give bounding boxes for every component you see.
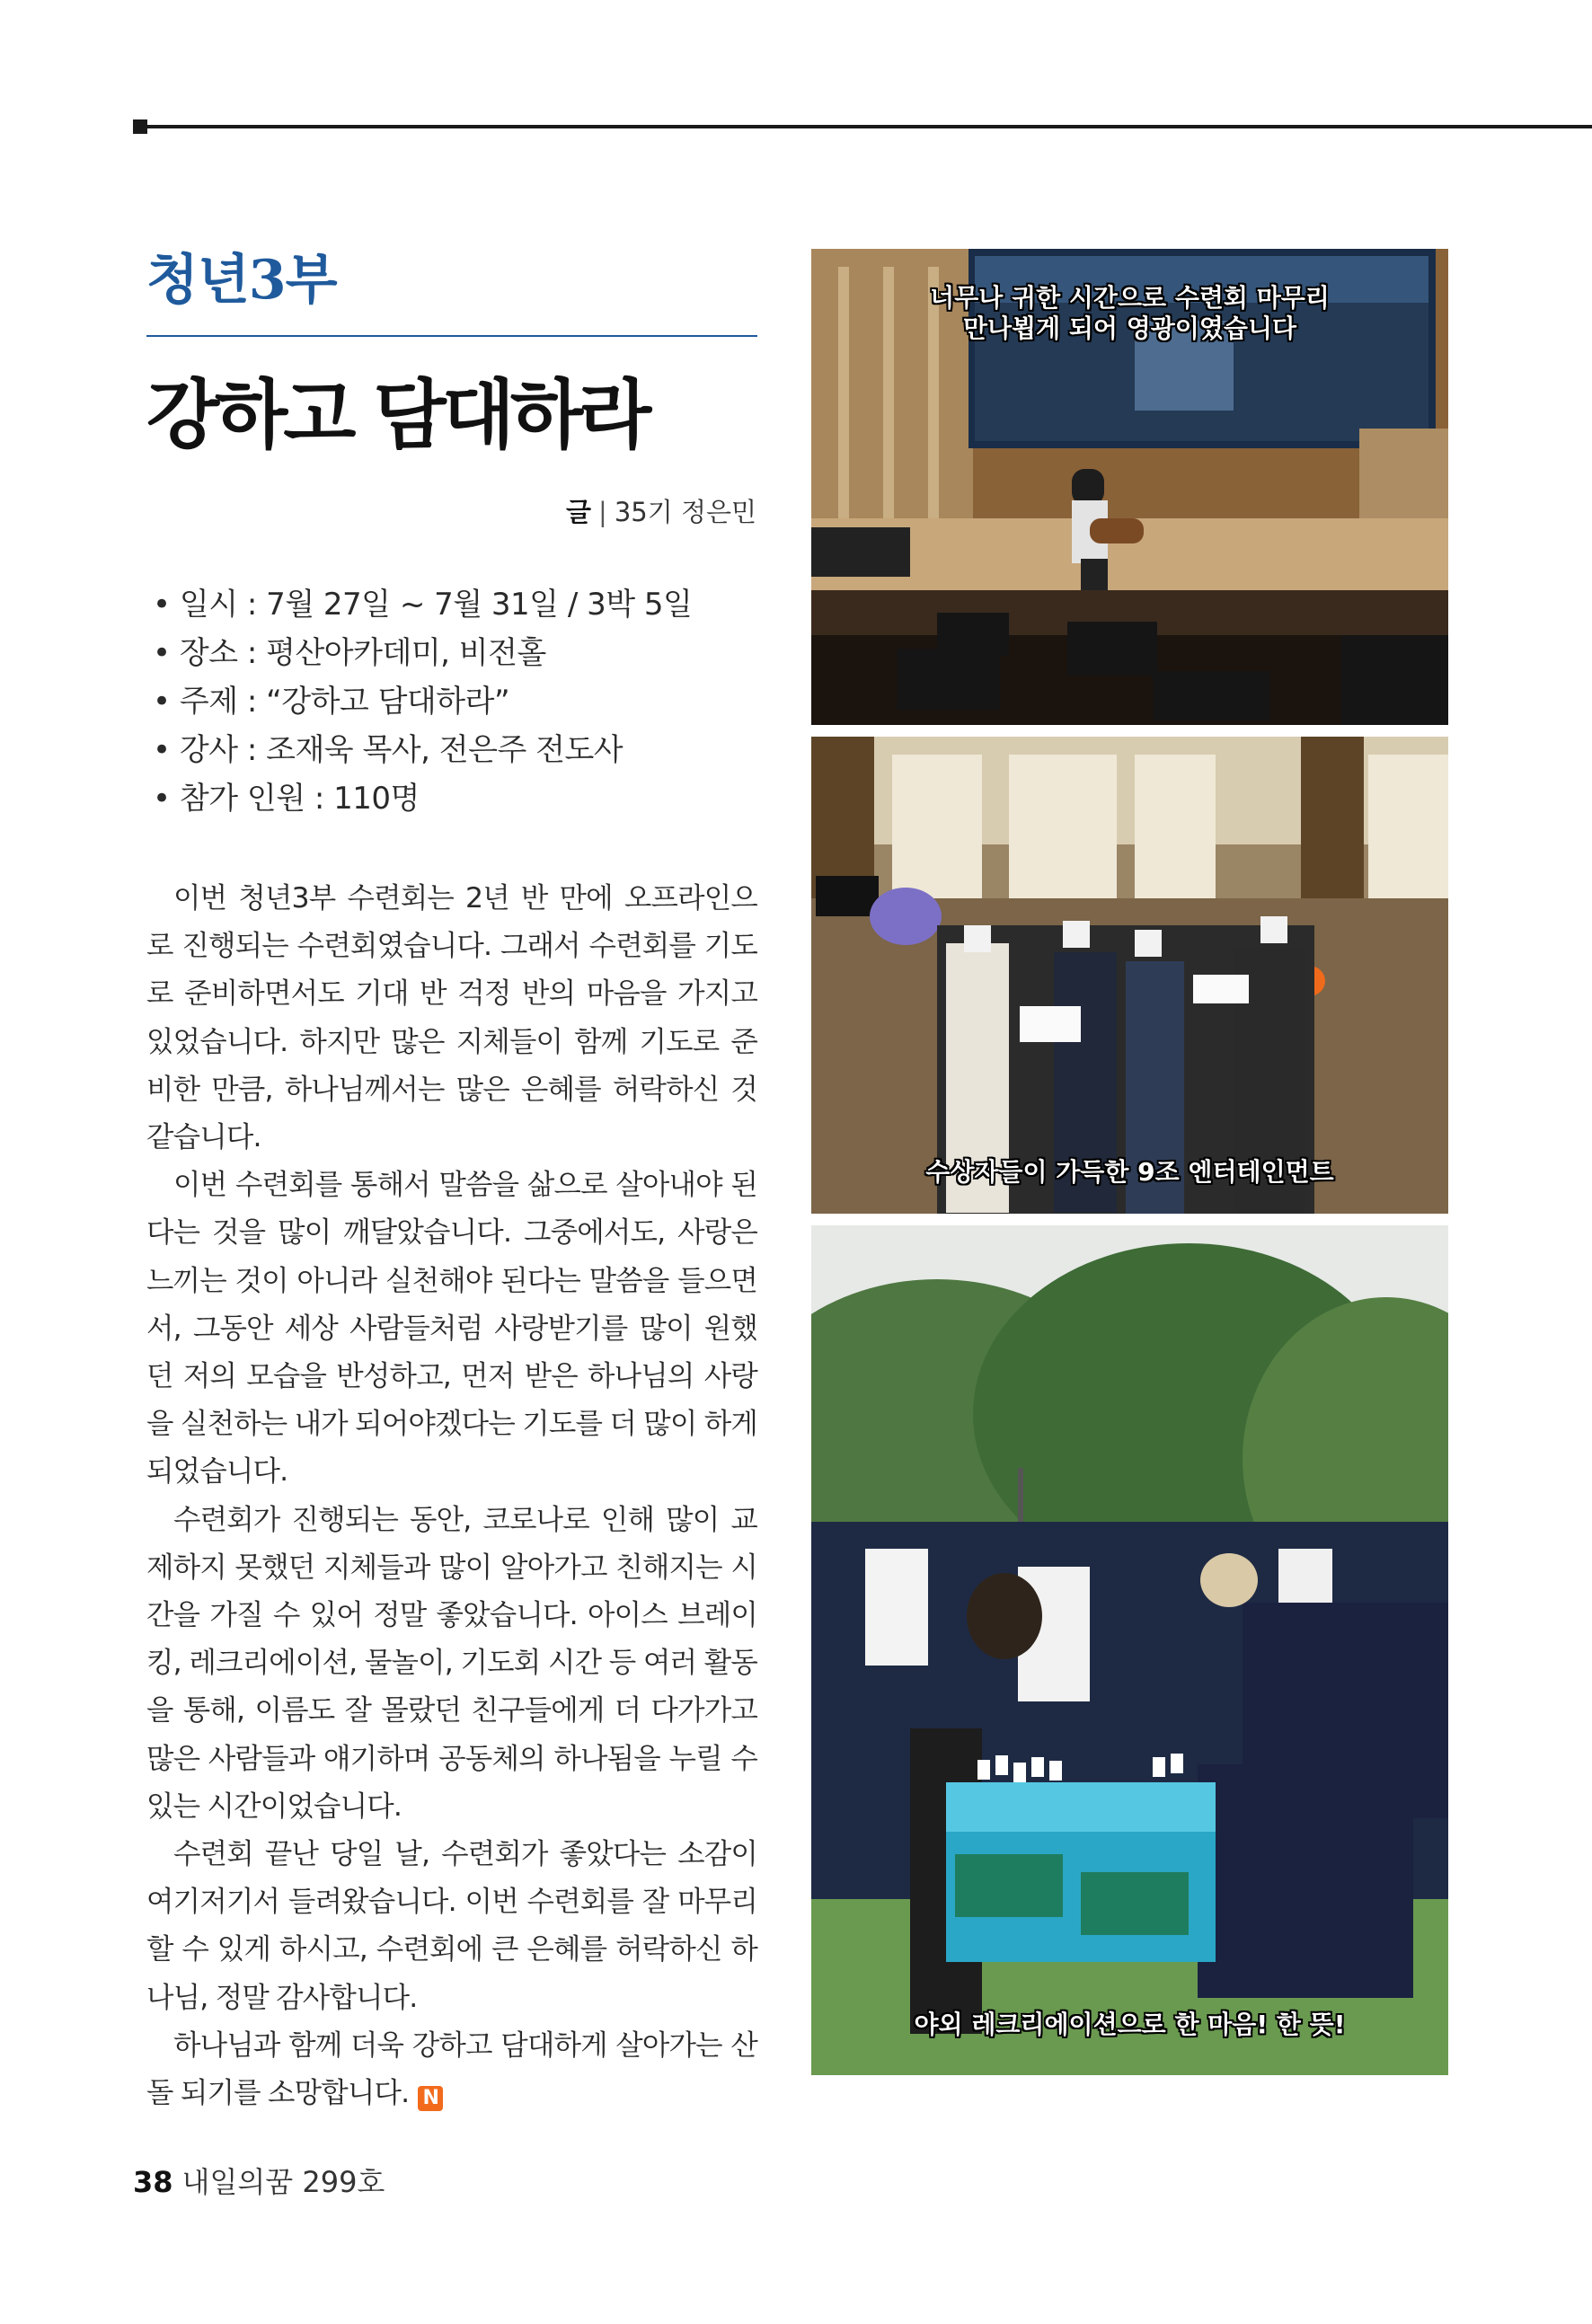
end-mark-icon: N [418,2086,443,2111]
paragraph-text: 하나님과 함께 더욱 강하고 담대하게 살아가는 산돌 되기를 소망합니다. [146,2028,757,2110]
publication-name: 내일의꿈 299호 [181,2165,385,2199]
info-item-attendees: • 참가 인원 : 110명 [153,781,420,817]
paragraph: 이번 청년3부 수련회는 2년 반 만에 오프라인으로 진행되는 수련회였습니다. 그래서 수련회를 기도로 준비하면서도 기대 반 걱정 반의 마음을 가지고 있었습니다. 하지만 많은 지체들이 함께 기도로 준비한 만큼, 하나님께서는 많은 은혜를 허락하신 것 같습니다. [146,882,757,1154]
top-rule-marker [133,119,147,134]
photo-award-group [811,737,1448,1214]
photo-outdoor-recreation [811,1225,1448,2075]
photo-worship-stage [811,249,1448,725]
byline-author: 35기 정은민 [614,497,756,527]
photo-caption: 수상자들이 가득한 9조 엔터테인먼트 [925,1157,1334,1187]
page-footer [133,2160,385,2201]
paragraph: 수련회가 진행되는 동안, 코로나로 인해 많이 교제하지 못했던 지체들과 많이 알아가고 친해지는 시간을 가질 수 있어 정말 좋았습니다. 아이스 브레이킹, 레크리에이션, 물놀이, 기도회 시간 등 여러 활동을 통해, 이름도 잘 몰랐던 친구들에게 더 다가가고 많은 사람들과 얘기하며 공동체의 하나됨을 누릴 수 있는 시간이었습니다. [146,1503,757,1823]
outdoor-recreation-image [811,1225,1448,2075]
section-divider [146,335,757,337]
info-item-date: • 일시 : 7월 27일 ~ 7월 31일 / 3박 5일 [153,587,693,623]
paragraph-final [146,2022,757,2117]
award-group-image [811,737,1448,1214]
article-headline: 강하고 담대하라 [146,371,648,459]
page-number: 38 [133,2165,173,2199]
paragraph: 수련회 끝난 당일 날, 수련회가 좋았다는 소감이 여기저기서 들려왔습니다. 이번 수련회를 잘 마무리할 수 있게 하시고, 수련회에 큰 은혜를 허락하신 하나님, 정말 감사합니다. [146,1838,757,2014]
byline-label: 글 [566,497,592,527]
info-item-theme: • 주제 : “강하고 담대하라” [153,684,510,720]
event-info-list [153,580,692,823]
paragraph: 이번 수련회를 통해서 말씀을 삶으로 살아내야 된다는 것을 많이 깨달았습니다. 그중에서도, 사랑은 느끼는 것이 아니라 실천해야 된다는 말씀을 들으면서, 그동안 세상 사람들처럼 사랑받기를 많이 원했던 저의 모습을 반성하고, 먼저 받은 하나님의 사랑을 실천하는 내가 되어야겠다는 기도를 더 많이 하게 되었습니다. [146,1169,757,1489]
info-item-speakers: • 강사 : 조재욱 목사, 전은주 전도사 [153,732,624,768]
info-item-place: • 장소 : 평산아카데미, 비전홀 [153,635,546,671]
byline-separator: | [598,497,607,527]
photo-caption: 야외 레크리에이션으로 한 마음! 한 뜻! [914,2010,1346,2039]
top-rule [133,125,1592,128]
article-body [146,875,757,2117]
section-title: 청년3부 [146,249,337,312]
photo-caption: 너무나 귀한 시간으로 수련회 마무리 만나뵙게 되어 영광이였습니다 [930,283,1330,343]
byline [566,492,756,529]
